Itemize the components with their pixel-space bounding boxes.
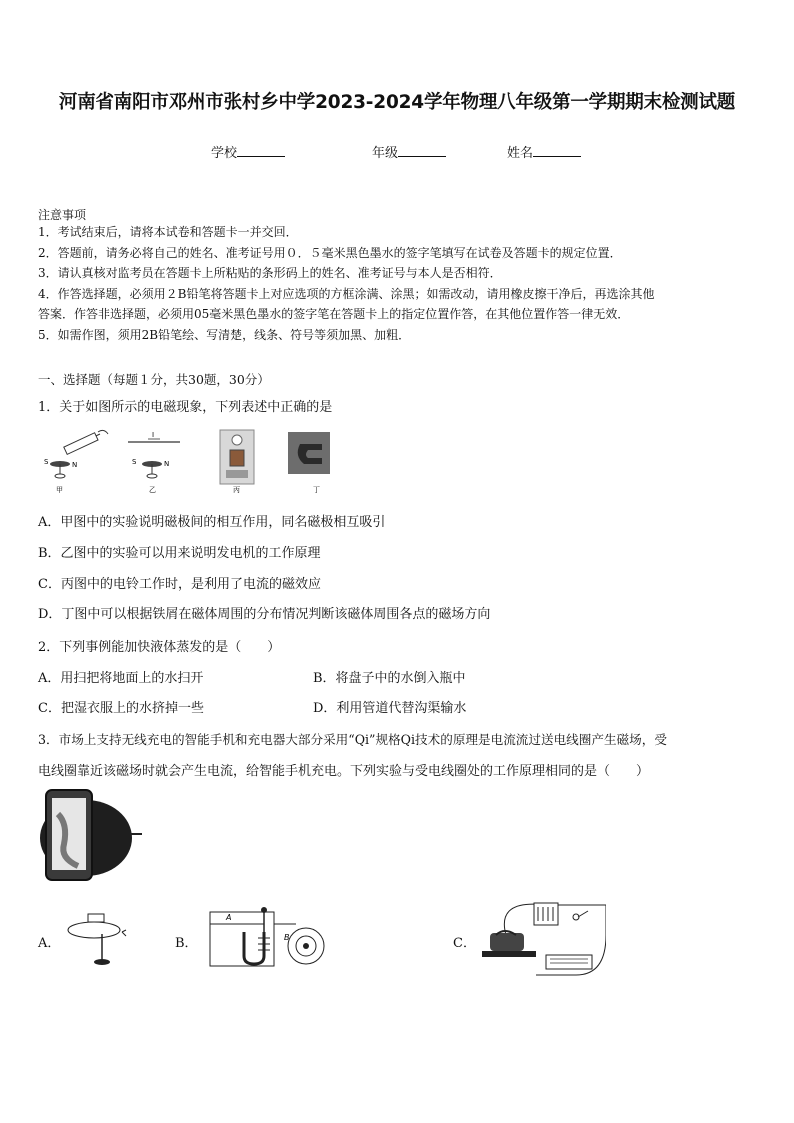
grade-label: 年级 <box>372 146 399 161</box>
figure-yi <box>128 431 180 494</box>
q3-option-b-label[interactable]: B． <box>175 936 198 951</box>
caption-yi: 乙 <box>149 486 156 494</box>
exam-title: 河南省南阳市邓州市张村乡中学2023-2024学年物理八年级第一学期期末检测试题 <box>58 92 736 113</box>
q2-option-c[interactable]: C．把湿衣服上的水挤掉一些 <box>38 701 204 716</box>
q2-option-a[interactable]: A．用扫把将地面上的水扫开 <box>38 671 204 686</box>
q2-option-d[interactable]: D．利用管道代替沟渠输水 <box>313 701 467 716</box>
label-s: S <box>132 458 137 466</box>
name-label: 姓名 <box>507 146 534 161</box>
notice-list <box>38 222 654 345</box>
q1-stem: 1．关于如图所示的电磁现象，下列表述中正确的是 <box>38 400 333 415</box>
grade-blank[interactable] <box>398 144 446 157</box>
notice-item: 1．考试结束后，请将本试卷和答题卡一并交回． <box>38 225 298 239</box>
label-b: B <box>284 933 290 942</box>
q3-stem-line2: 电线圈靠近该磁场时就会产生电流，给智能手机充电。下列实验与受电线圈处的工作原理相同的是（ ） <box>38 764 650 779</box>
q3-phone-image <box>38 786 142 884</box>
name-field <box>507 142 581 161</box>
q1-option-b[interactable]: B．乙图中的实验可以用来说明发电机的工作原理 <box>38 546 321 561</box>
caption-jia: 甲 <box>56 486 63 494</box>
label-current: I <box>152 431 155 439</box>
q1-option-d[interactable]: D．丁图中可以根据铁屑在磁体周围的分布情况判断该磁体周围各点的磁场方向 <box>38 607 491 622</box>
figure-ding <box>288 432 330 494</box>
label-s: S <box>44 458 49 466</box>
label-a: A <box>226 913 232 922</box>
notice-heading: 注意事项 <box>38 208 87 222</box>
notice-item: 2．答题前，请务必将自己的姓名、准考证号用０．５毫米黑色墨水的签字笔填写在试卷及答题卡的规定位置． <box>38 245 622 260</box>
q3-option-c-figure[interactable] <box>476 895 606 981</box>
school-blank[interactable] <box>237 144 285 157</box>
school-label: 学校 <box>211 146 238 161</box>
q3-option-b-figure[interactable] <box>204 902 328 974</box>
caption-bing: 丙 <box>233 486 240 494</box>
q3-option-a-figure[interactable] <box>64 908 130 970</box>
label-n: N <box>72 461 78 469</box>
name-blank[interactable] <box>533 144 581 157</box>
grade-field <box>372 142 446 161</box>
q3-stem-line1: 3．市场上支持无线充电的智能手机和充电器大部分采用“Qi”规格Qi技术的原理是电流流过送电线圈产生磁场，受 <box>38 732 667 747</box>
figure-bing <box>220 430 254 494</box>
label-n: N <box>164 460 170 468</box>
q2-stem: 2．下列事例能加快液体蒸发的是（ ） <box>38 640 281 655</box>
notice-item: 答案．作答非选择题，必须用05毫米黑色墨水的签字笔在答题卡上的指定位置作答，在其他位置作答一律无效． <box>38 307 630 321</box>
section-heading: 一、选择题（每题１分，共30题，30分） <box>38 372 270 387</box>
notice-item: 3．请认真核对监考员在答题卡上所粘贴的条形码上的姓名、准考证号与本人是否相符． <box>38 266 502 280</box>
q3-option-a-label[interactable]: A． <box>38 936 61 951</box>
q1-option-a[interactable]: A．甲图中的实验说明磁极间的相互作用，同名磁极相互吸引 <box>38 515 386 530</box>
caption-ding: 丁 <box>313 486 320 494</box>
q2-option-b[interactable]: B．将盘子中的水倒入瓶中 <box>313 671 466 686</box>
notice-item: 5．如需作图，须用2B铅笔绘、写清楚，线条、符号等须加黑、加粗． <box>38 327 411 342</box>
notice-item: 4．作答选择题，必须用２B铅笔将答题卡上对应选项的方框涂满、涂黑；如需改动，请用橡皮擦干净后，再选涂其他 <box>38 286 655 301</box>
q1-figures <box>40 426 330 496</box>
q3-option-c-label[interactable]: C． <box>453 936 476 951</box>
q1-option-c[interactable]: C．丙图中的电铃工作时，是利用了电流的磁效应 <box>38 577 321 592</box>
figure-jia <box>44 430 108 494</box>
school-field <box>211 142 285 161</box>
